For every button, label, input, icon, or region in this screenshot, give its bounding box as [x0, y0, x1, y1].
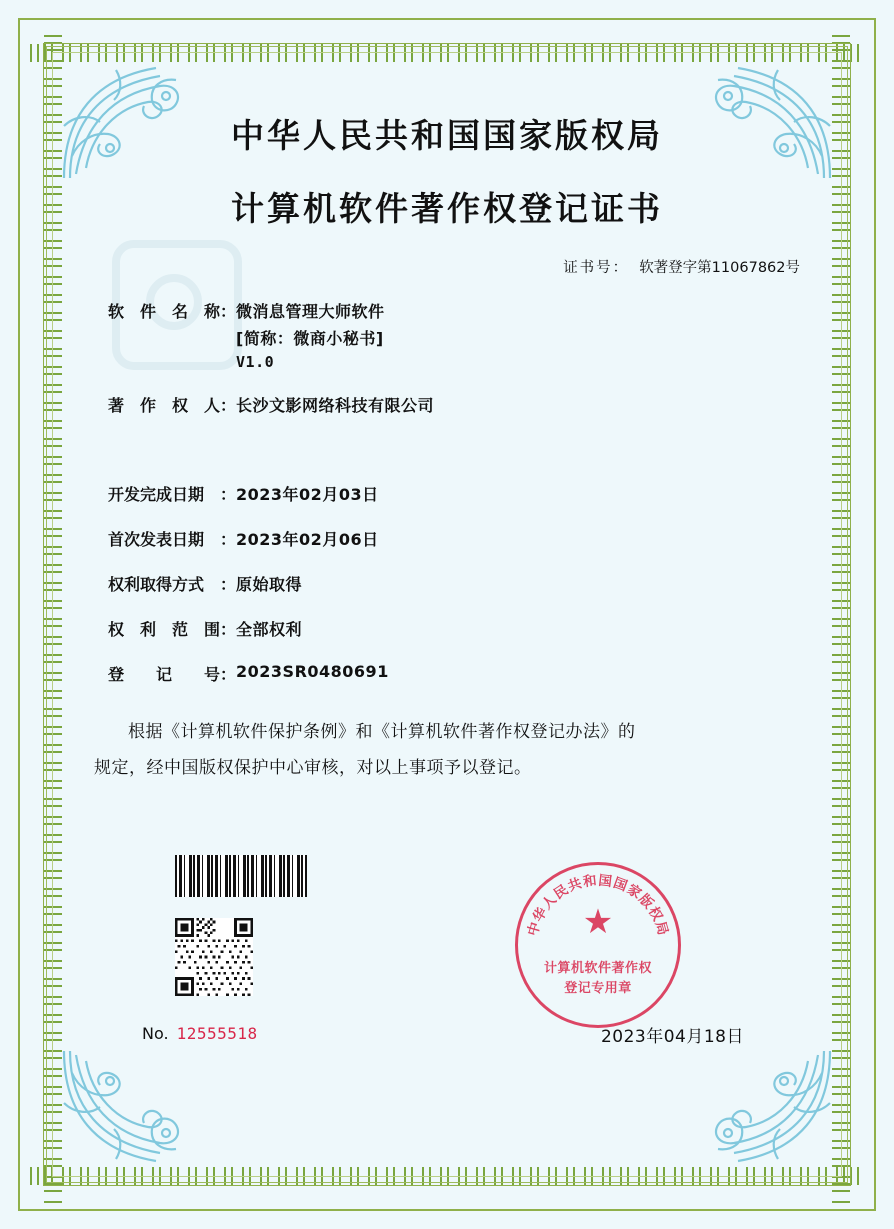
field-value — [236, 299, 824, 375]
software-name-line-1: 微消息管理大师软件 — [236, 302, 385, 321]
field-first-publish-date — [70, 527, 824, 550]
field-label: 软 件 名 称 — [108, 302, 220, 321]
field-value: 原始取得 — [236, 575, 303, 594]
field-value: 2023年02月03日 — [236, 485, 379, 504]
certificate-number — [70, 256, 824, 277]
field-value: 2023SR0480691 — [236, 662, 389, 681]
field-colon: ： — [220, 530, 237, 549]
field-registration-number — [70, 662, 824, 685]
barcode — [175, 855, 307, 897]
qr-code — [175, 918, 253, 996]
seal-arc-text: 中华人民共和国国家版权局 — [524, 872, 672, 938]
field-label: 权利取得方式 — [108, 575, 205, 594]
certificate-number-value: 软著登字第11067862号 — [639, 260, 800, 276]
official-seal — [515, 862, 681, 1028]
copyright-owner-name: 长沙文影网络科技有限公司 — [236, 396, 435, 415]
field-label: 登 记 号 — [108, 665, 220, 684]
field-copyright-owner — [70, 393, 824, 420]
field-value: 全部权利 — [236, 620, 303, 639]
document-title: 计算机软件著作权登记证书 — [231, 189, 663, 228]
issue-date: 2023年04月18日 — [600, 1027, 744, 1047]
certificate-content — [70, 110, 824, 786]
field-colon: ： — [220, 396, 237, 415]
serial-number — [142, 1024, 258, 1043]
field-colon: ： — [220, 575, 237, 594]
field-rights-acquisition — [70, 572, 824, 595]
field-value — [236, 393, 824, 420]
corner-flourish-icon — [56, 1043, 206, 1173]
field-colon: ： — [220, 485, 237, 504]
star-icon: ★ — [582, 902, 614, 942]
certificate-number-label: 证书号： — [563, 260, 630, 276]
field-colon: ： — [220, 620, 237, 639]
serial-number-value: 12555518 — [176, 1024, 258, 1043]
detail-fields — [70, 482, 824, 685]
corner-flourish-icon — [688, 1043, 838, 1173]
field-development-date — [70, 482, 824, 505]
seal-line-1: 计算机软件著作权 — [543, 961, 652, 976]
software-version: V1.0 — [236, 353, 275, 371]
primary-fields — [70, 299, 824, 420]
field-label: 著 作 权 人 — [108, 396, 220, 415]
serial-number-label: No. — [142, 1024, 169, 1043]
field-colon: ： — [220, 302, 237, 321]
field-label: 开发完成日期 — [108, 485, 205, 504]
statement-line-1: 根据《计算机软件保护条例》和《计算机软件著作权登记办法》的 — [128, 722, 636, 742]
field-label: 权 利 范 围 — [108, 620, 220, 639]
software-name-line-2: [简称：微商小秘书] — [236, 329, 384, 348]
field-value: 2023年02月06日 — [236, 530, 379, 549]
field-label: 首次发表日期 — [108, 530, 205, 549]
field-colon: ： — [220, 665, 237, 684]
statement-paragraph — [70, 715, 824, 786]
field-software-name — [70, 299, 824, 375]
seal-line-2: 登记专用章 — [564, 981, 632, 996]
issuer-title: 中华人民共和国国家版权局 — [231, 116, 663, 155]
field-rights-scope — [70, 617, 824, 640]
section-spacer — [70, 426, 824, 482]
statement-line-2: 规定，经中国版权保护中心审核，对以上事项予以登记。 — [94, 757, 532, 778]
